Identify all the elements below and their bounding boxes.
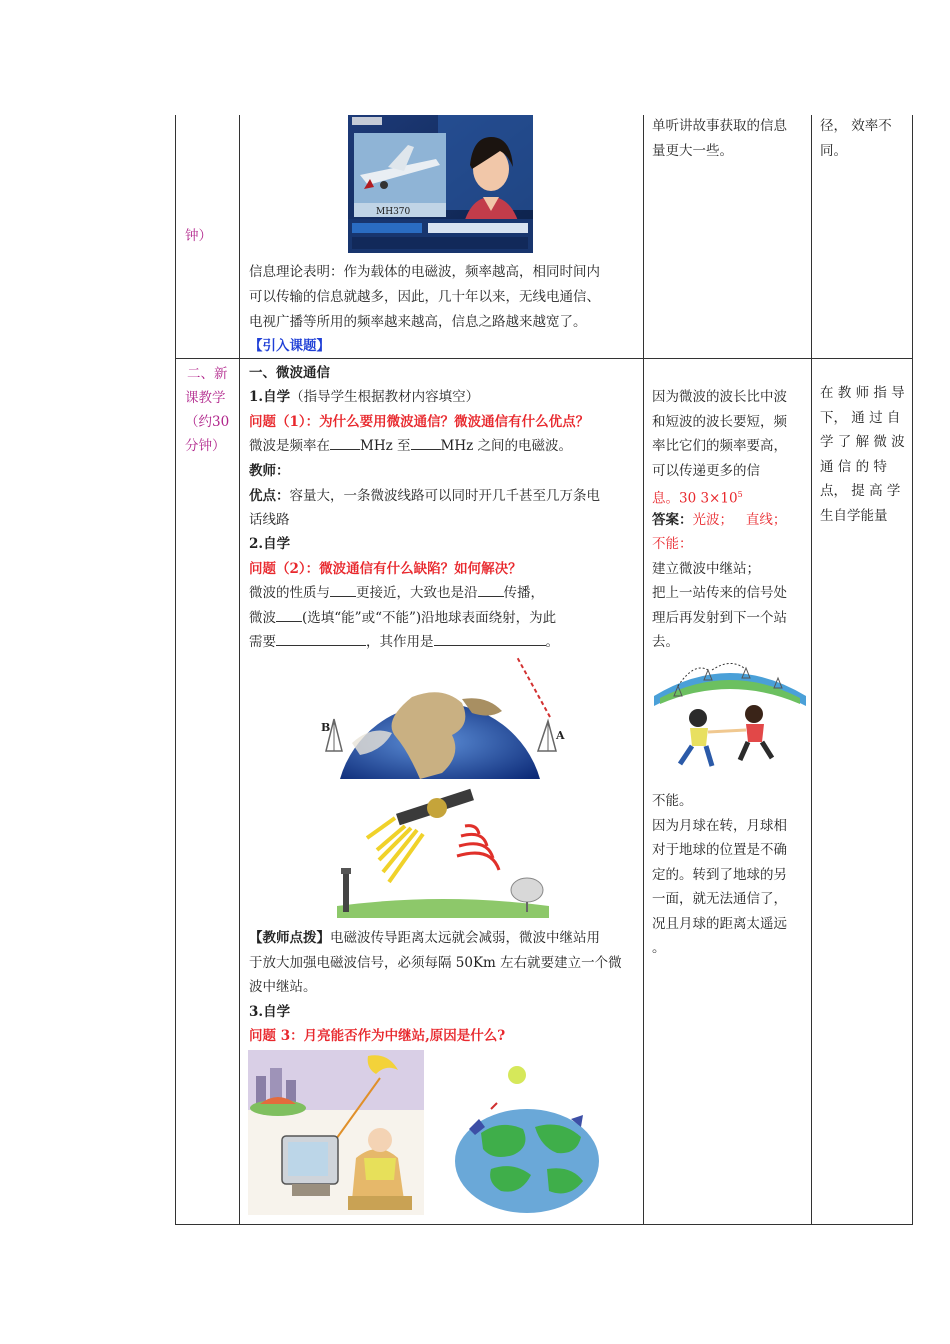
frequency-values: 息。30 3×10 xyxy=(652,490,738,507)
news-broadcast-image xyxy=(348,115,533,253)
answer-intro-line: 因为微波的波长比中波 xyxy=(652,389,787,405)
section-title: 一、微波通信 xyxy=(249,365,330,381)
q2-text-g: ，其作用是 xyxy=(366,634,434,650)
blank-2[interactable] xyxy=(411,434,441,450)
earth-microwave-image xyxy=(312,655,582,780)
table-border-bottom xyxy=(175,1224,913,1225)
q2-text-h: 。 xyxy=(545,634,559,650)
relay-line: 建立微波中继站； xyxy=(652,561,760,577)
blank-3[interactable] xyxy=(330,581,356,597)
blank-4[interactable] xyxy=(478,581,504,597)
tip-line: 电磁波传导距离太远就会减弱，微波中继站用 xyxy=(330,930,600,946)
col4-row1-line: 径， 效率不 xyxy=(820,118,892,134)
q2-text-e: (选填“能”或“不能”)沿地球表面绕射，为此 xyxy=(302,610,557,626)
relay-line: 理后再发射到下一个站 xyxy=(652,610,787,626)
q2-text-c: 传播， xyxy=(503,585,544,601)
col4-row1-line: 同。 xyxy=(820,143,847,159)
q2-fill-line-3 xyxy=(249,630,559,655)
col4-goal-line: 在 教 师 指 导 xyxy=(820,385,905,401)
moon-answer-line: 定的。转到了地球的另 xyxy=(652,867,787,883)
advantage-line xyxy=(249,484,600,509)
q1-text-b: MHz 至 xyxy=(360,438,411,454)
col4-goal-line: 生自学能量 xyxy=(820,508,888,524)
table-border-left xyxy=(175,115,176,1225)
label-a: A xyxy=(556,729,565,742)
teacher-tip xyxy=(249,926,600,951)
tip-line: 波中继站。 xyxy=(249,979,317,995)
self-study-3: 3.自学 xyxy=(249,1004,291,1020)
stage-line: 分钟） xyxy=(185,438,226,454)
answer-label: 答案： xyxy=(652,512,693,528)
news-caption: MH370 xyxy=(376,207,411,217)
col4-goal-line: 通 信 的 特 xyxy=(820,459,887,475)
stage-line: 二、新 xyxy=(187,366,228,382)
row1-time-label: 钟） xyxy=(185,228,212,244)
label-b: B xyxy=(321,721,331,734)
question-2-text: 问题（2）：微波通信有什么缺陷？如何解决？ xyxy=(249,561,522,577)
col4-goal-line: 下， 通 过 自 xyxy=(820,410,901,426)
frequency-exponent: 5 xyxy=(737,490,743,499)
advantage-label: 优点： xyxy=(249,488,290,504)
stage-line: 课教学 xyxy=(185,390,226,406)
question-1-text: 问题（1）：为什么要用微波通信？微波通信有什么优点？ xyxy=(249,414,590,430)
paragraph-line: 可以传输的信息就越多，因此，几十年以来，无线电通信、 xyxy=(249,289,600,305)
moon-answer-line: 。 xyxy=(652,940,666,956)
blank-5[interactable] xyxy=(276,606,302,622)
answer-straight: 直线； xyxy=(745,512,787,528)
q2-text-b: 更接近，大致也是沿 xyxy=(356,585,478,601)
paragraph-line: 电视广播等所用的频率越来越高，信息之路越来越宽了。 xyxy=(249,314,587,330)
q2-text-f: 需要 xyxy=(249,634,276,650)
satellite-image xyxy=(337,788,549,918)
answer-light: 光波； xyxy=(692,512,733,528)
col4-goal-line: 学 了 解 微 波 xyxy=(820,434,905,450)
table-border-col3 xyxy=(643,115,644,1225)
tip-label: 【教师点拨】 xyxy=(249,930,330,946)
self-study-2: 2.自学 xyxy=(249,536,291,552)
answer-frequency xyxy=(652,483,743,511)
moon-answer-line: 不能。 xyxy=(652,793,693,809)
blank-7[interactable] xyxy=(434,630,546,646)
stage-line: （约30 xyxy=(185,414,230,430)
answer-line xyxy=(652,508,786,533)
paragraph-line: 信息理论表明：作为载体的电磁波，频率越高，相同时间内 xyxy=(249,264,600,280)
col3-row1-line: 单听讲故事获取的信息 xyxy=(652,118,787,134)
question-1 xyxy=(249,410,589,435)
answer-intro-line: 和短波的波长要短，频 xyxy=(652,414,787,430)
relay-line: 把上一站传来的信号处 xyxy=(652,585,787,601)
table-border-right xyxy=(912,115,913,1225)
relay-line: 去。 xyxy=(652,634,679,650)
q2-text-d: 微波 xyxy=(249,610,276,626)
answer-intro-line: 可以传递更多的信 xyxy=(652,463,760,479)
self-study-1 xyxy=(249,385,479,410)
intro-label: 【引入课题】 xyxy=(249,338,330,354)
moon-answer-line: 因为月球在转，月球相 xyxy=(652,818,787,834)
relay-runners-image xyxy=(650,656,810,778)
question-2 xyxy=(249,557,522,582)
blank-1[interactable] xyxy=(330,434,360,450)
blank-6[interactable] xyxy=(276,630,366,646)
earth-moon-relay-image xyxy=(431,1057,624,1214)
col3-row1-line: 量更大一些。 xyxy=(652,143,733,159)
q1-text-c: MHz 之间的电磁波。 xyxy=(440,438,572,454)
advantage-text: 容量大，一条微波线路可以同时开几千甚至几万条电 xyxy=(289,488,600,504)
q2-text-a: 微波的性质与 xyxy=(249,585,330,601)
answer-cannot: 不能： xyxy=(652,536,693,552)
table-border-col4 xyxy=(811,115,812,1225)
answer-intro-line: 率比它们的频率要高， xyxy=(652,438,787,454)
question-3 xyxy=(249,1024,505,1049)
q1-text-a: 微波是频率在 xyxy=(249,438,330,454)
moon-answer-line: 况且月球的距离太遥远 xyxy=(652,916,787,932)
q2-fill-line-2 xyxy=(249,606,556,631)
advantage-line-2: 话线路 xyxy=(249,512,290,528)
tip-line: 于放大加强电磁波信号，必须每隔 50Km 左右就要建立一个微 xyxy=(249,955,622,971)
self-study-1-note: （指导学生根据教材内容填空） xyxy=(290,389,480,405)
q1-fill-line xyxy=(249,434,572,459)
q2-fill-line-1 xyxy=(249,581,544,606)
moon-answer-line: 对于地球的位置是不确 xyxy=(652,842,787,858)
col4-goal-line: 点， 提 高 学 xyxy=(820,483,901,499)
moon-tv-cartoon-image xyxy=(248,1050,424,1215)
moon-answer-line: 一面，就无法通信了， xyxy=(652,891,787,907)
question-3-text: 问题 3：月亮能否作为中继站,原因是什么? xyxy=(249,1028,506,1044)
self-study-1-label: 1.自学 xyxy=(249,389,291,405)
teacher-label: 教师： xyxy=(249,463,290,479)
table-border-col2 xyxy=(239,115,240,1225)
